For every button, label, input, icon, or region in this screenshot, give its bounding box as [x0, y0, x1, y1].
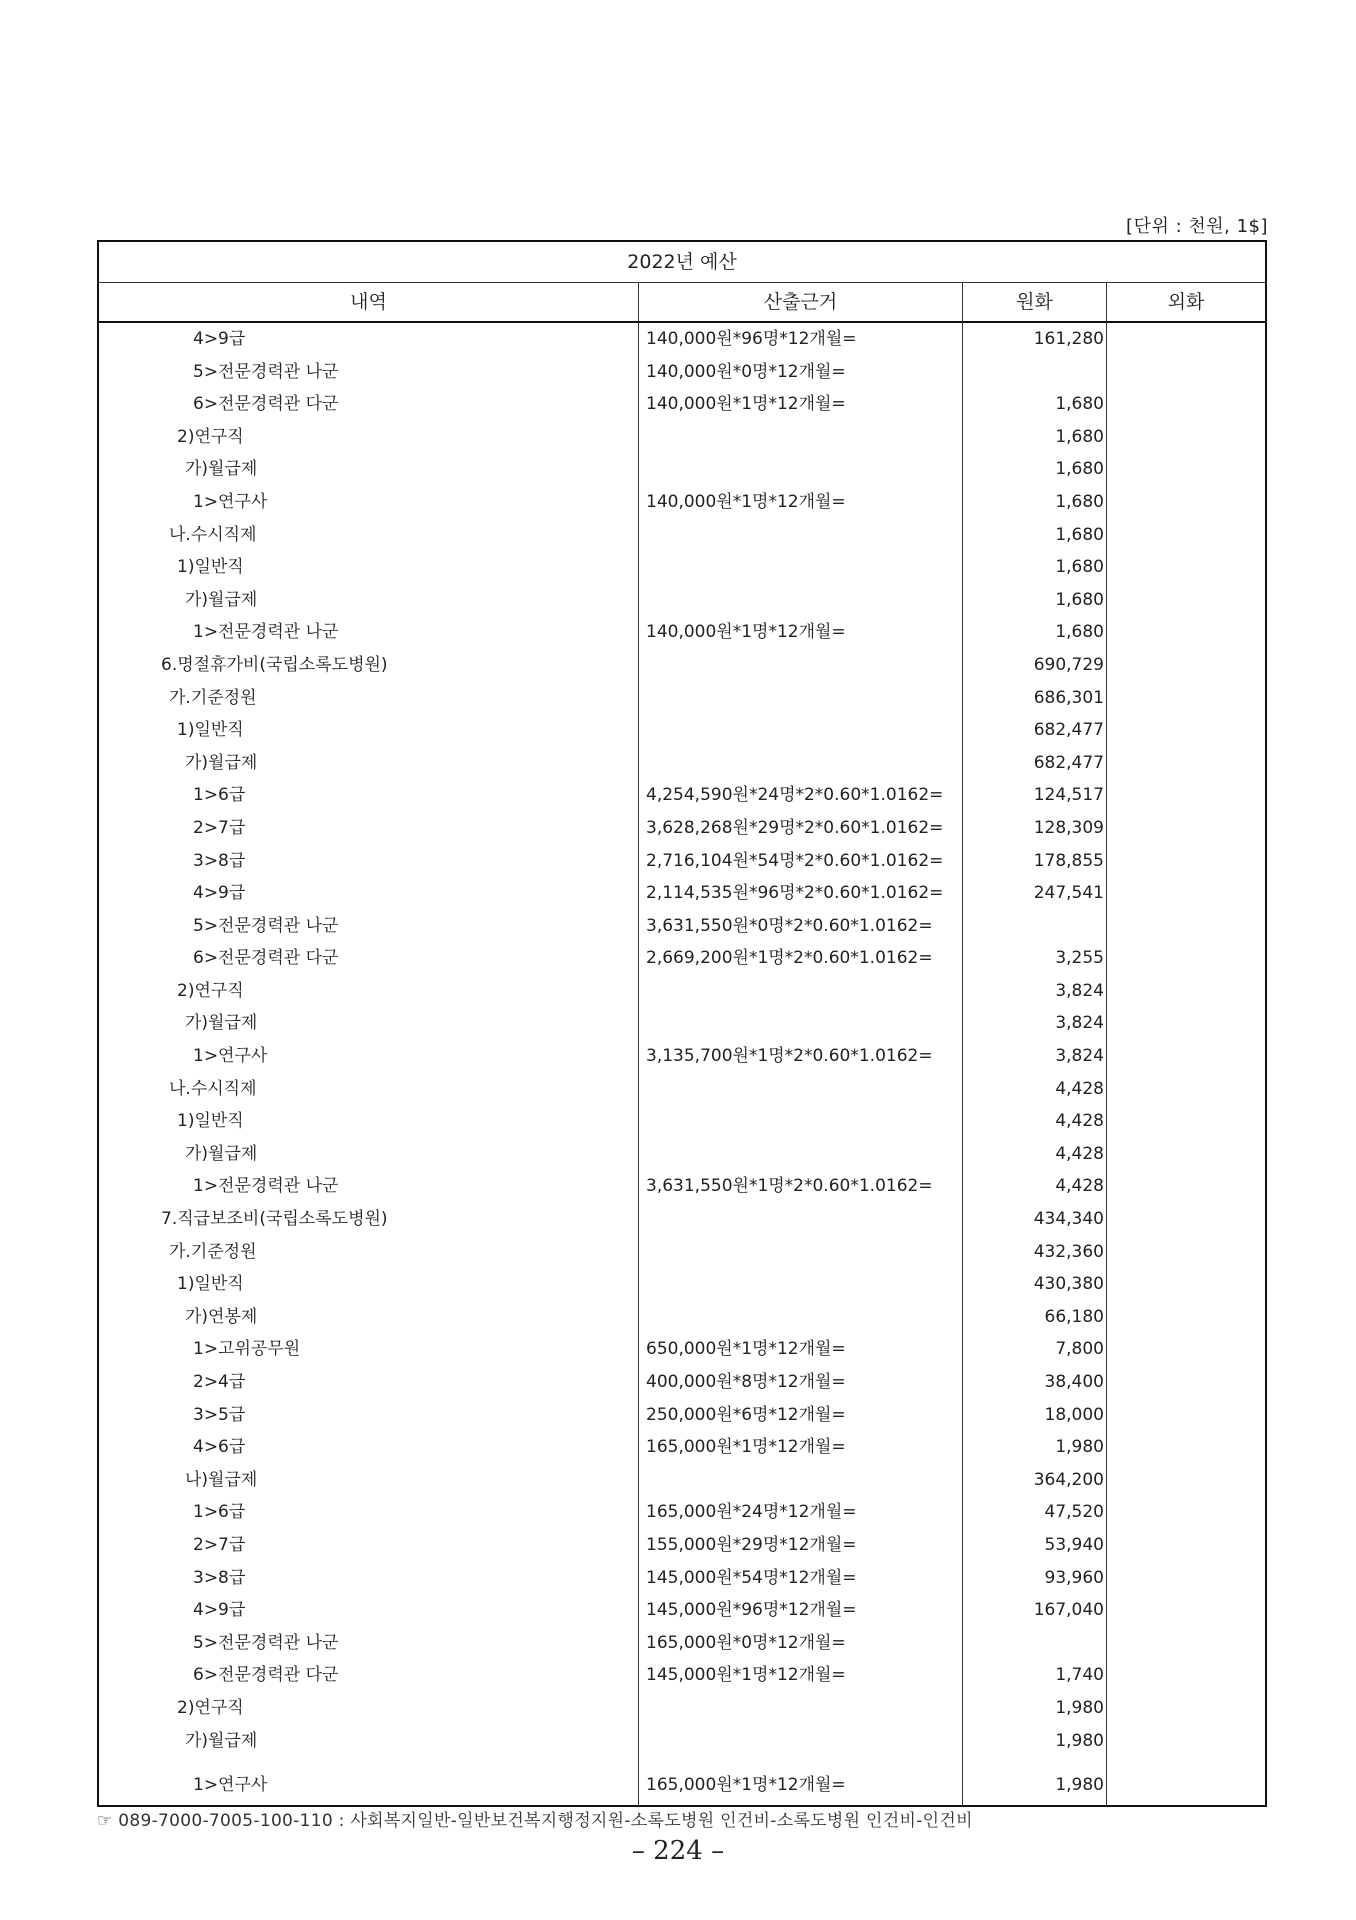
row-foreign: [1107, 812, 1265, 845]
row-basis: 400,000원*8명*12개월=: [639, 1366, 963, 1399]
row-won: 4,428: [963, 1170, 1107, 1203]
row-foreign: [1107, 1105, 1265, 1138]
table-row: [99, 616, 1265, 649]
row-basis: [639, 453, 963, 486]
row-basis: 145,000원*54명*12개월=: [639, 1562, 963, 1595]
table-row: [99, 1725, 1265, 1758]
unit-label: [단위 : 천원, 1$]: [1126, 216, 1268, 237]
row-won: 3,824: [963, 975, 1107, 1008]
row-item: 5>전문경력관 나군: [99, 356, 639, 389]
row-foreign: [1107, 421, 1265, 454]
row-basis: 145,000원*1명*12개월=: [639, 1659, 963, 1692]
row-basis: [639, 1692, 963, 1725]
row-foreign: [1107, 1203, 1265, 1236]
row-item: 5>전문경력관 나군: [99, 910, 639, 943]
table-row: [99, 812, 1265, 845]
budget-table: [97, 240, 1267, 1807]
row-won: 4,428: [963, 1138, 1107, 1171]
row-basis: 155,000원*29명*12개월=: [639, 1529, 963, 1562]
row-item: 3>8급: [99, 1562, 639, 1595]
row-basis: 250,000원*6명*12개월=: [639, 1399, 963, 1432]
row-won: 1,680: [963, 453, 1107, 486]
row-item: 2>7급: [99, 812, 639, 845]
row-won: 3,255: [963, 942, 1107, 975]
row-item: 가)월급제: [99, 747, 639, 780]
row-basis: 140,000원*1명*12개월=: [639, 388, 963, 421]
row-won: 1,980: [963, 1725, 1107, 1758]
table-row: [99, 1529, 1265, 1562]
row-won: 434,340: [963, 1203, 1107, 1236]
table-row: [99, 1627, 1265, 1660]
row-foreign: [1107, 1496, 1265, 1529]
table-row: [99, 1431, 1265, 1464]
row-foreign: [1107, 649, 1265, 682]
row-won: 167,040: [963, 1594, 1107, 1627]
row-foreign: [1107, 1236, 1265, 1269]
row-item: 1)일반직: [99, 1105, 639, 1138]
row-foreign: [1107, 1366, 1265, 1399]
row-basis: 140,000원*96명*12개월=: [639, 323, 963, 356]
row-item: 1>연구사: [99, 486, 639, 519]
header-item: 내역: [99, 283, 639, 321]
row-won: 1,680: [963, 616, 1107, 649]
table-row: [99, 1562, 1265, 1595]
table-row: [99, 1399, 1265, 1432]
row-foreign: [1107, 975, 1265, 1008]
row-basis: [639, 421, 963, 454]
row-won: 128,309: [963, 812, 1107, 845]
table-row: [99, 910, 1265, 943]
table-row: [99, 421, 1265, 454]
row-won: 4,428: [963, 1105, 1107, 1138]
table-header: [99, 283, 1265, 323]
row-basis: 3,135,700원*1명*2*0.60*1.0162=: [639, 1040, 963, 1073]
row-basis: [639, 584, 963, 617]
row-foreign: [1107, 1659, 1265, 1692]
row-basis: [639, 1725, 963, 1758]
row-basis: [639, 1138, 963, 1171]
row-foreign: [1107, 1562, 1265, 1595]
row-won: 364,200: [963, 1464, 1107, 1497]
row-won: 682,477: [963, 714, 1107, 747]
table-row: [99, 1236, 1265, 1269]
table-row: [99, 975, 1265, 1008]
row-basis: [639, 1007, 963, 1040]
table-row: [99, 714, 1265, 747]
row-item: 1>6급: [99, 1496, 639, 1529]
row-item: 나.수시직제: [99, 1073, 639, 1106]
row-foreign: [1107, 584, 1265, 617]
row-item: 2)연구직: [99, 975, 639, 1008]
row-item: 가)월급제: [99, 1007, 639, 1040]
row-basis: [639, 649, 963, 682]
page-number: – 224 –: [631, 1836, 725, 1866]
row-won: 1,680: [963, 584, 1107, 617]
row-item: 2)연구직: [99, 1692, 639, 1725]
row-won: 1,680: [963, 421, 1107, 454]
row-item: 가)월급제: [99, 453, 639, 486]
row-foreign: [1107, 1594, 1265, 1627]
row-item: 가)월급제: [99, 1138, 639, 1171]
row-won: 66,180: [963, 1301, 1107, 1334]
row-won: 686,301: [963, 682, 1107, 715]
row-foreign: [1107, 845, 1265, 878]
footer-note: ☞ 089-7000-7005-100-110 : 사회복지일반-일반보건복지행정지원-소록도병원 인건비-소록도병원 인건비-인건비: [97, 1811, 973, 1831]
row-foreign: [1107, 1431, 1265, 1464]
table-row: [99, 1170, 1265, 1203]
row-foreign: [1107, 388, 1265, 421]
table-row: [99, 584, 1265, 617]
row-foreign: [1107, 356, 1265, 389]
row-foreign: [1107, 1170, 1265, 1203]
row-foreign: [1107, 616, 1265, 649]
row-won: 682,477: [963, 747, 1107, 780]
table-row: [99, 1105, 1265, 1138]
row-item: 1>전문경력관 나군: [99, 1170, 639, 1203]
table-row: [99, 1659, 1265, 1692]
row-won: 93,960: [963, 1562, 1107, 1595]
row-item: 2>4급: [99, 1366, 639, 1399]
row-item: 1>6급: [99, 779, 639, 812]
row-basis: [639, 1073, 963, 1106]
row-basis: 650,000원*1명*12개월=: [639, 1333, 963, 1366]
row-basis: [639, 1203, 963, 1236]
table-row: [99, 486, 1265, 519]
table-row: [99, 1268, 1265, 1301]
row-item: 가)월급제: [99, 1725, 639, 1758]
row-won: [963, 356, 1107, 389]
row-basis: 2,716,104원*54명*2*0.60*1.0162=: [639, 845, 963, 878]
row-basis: [639, 519, 963, 552]
row-item: 1>연구사: [99, 1040, 639, 1073]
table-title: 2022년 예산: [99, 242, 1265, 283]
row-basis: [639, 1268, 963, 1301]
row-item: 3>5급: [99, 1399, 639, 1432]
table-row: [99, 1692, 1265, 1725]
row-basis: [639, 1105, 963, 1138]
row-foreign: [1107, 1464, 1265, 1497]
row-item: 가.기준정원: [99, 682, 639, 715]
row-basis: 165,000원*1명*12개월=: [639, 1431, 963, 1464]
row-item: 가)월급제: [99, 584, 639, 617]
table-row: [99, 1301, 1265, 1334]
row-won: 124,517: [963, 779, 1107, 812]
table-row: [99, 1007, 1265, 1040]
row-won: 1,980: [963, 1431, 1107, 1464]
row-won: 3,824: [963, 1040, 1107, 1073]
row-foreign: [1107, 1268, 1265, 1301]
row-item: 5>전문경력관 나군: [99, 1627, 639, 1660]
row-foreign: [1107, 1301, 1265, 1334]
row-foreign: [1107, 1757, 1265, 1805]
row-item: 6>전문경력관 다군: [99, 388, 639, 421]
row-basis: 140,000원*1명*12개월=: [639, 486, 963, 519]
row-basis: 165,000원*1명*12개월=: [639, 1757, 963, 1805]
row-won: 47,520: [963, 1496, 1107, 1529]
table-row: [99, 1594, 1265, 1627]
table-row: [99, 1333, 1265, 1366]
row-item: 7.직급보조비(국립소록도병원): [99, 1203, 639, 1236]
row-foreign: [1107, 747, 1265, 780]
table-row: [99, 453, 1265, 486]
table-row: [99, 551, 1265, 584]
row-item: 1)일반직: [99, 551, 639, 584]
row-foreign: [1107, 1627, 1265, 1660]
row-item: 4>9급: [99, 1594, 639, 1627]
row-basis: [639, 975, 963, 1008]
row-foreign: [1107, 551, 1265, 584]
table-row: [99, 1366, 1265, 1399]
row-foreign: [1107, 486, 1265, 519]
row-won: 1,680: [963, 388, 1107, 421]
row-won: [963, 1627, 1107, 1660]
row-foreign: [1107, 1040, 1265, 1073]
table-row: [99, 519, 1265, 552]
table-row: [99, 1138, 1265, 1171]
row-basis: 165,000원*0명*12개월=: [639, 1627, 963, 1660]
header-basis: 산출근거: [639, 283, 963, 321]
row-basis: 165,000원*24명*12개월=: [639, 1496, 963, 1529]
table-row: [99, 877, 1265, 910]
row-foreign: [1107, 1333, 1265, 1366]
row-item: 6>전문경력관 다군: [99, 1659, 639, 1692]
row-item: 1)일반직: [99, 1268, 639, 1301]
row-item: 1>연구사: [99, 1757, 639, 1805]
row-item: 3>8급: [99, 845, 639, 878]
row-won: 4,428: [963, 1073, 1107, 1106]
row-won: 178,855: [963, 845, 1107, 878]
row-foreign: [1107, 323, 1265, 356]
table-row: [99, 1464, 1265, 1497]
row-foreign: [1107, 714, 1265, 747]
table-row: [99, 1203, 1265, 1236]
row-won: 430,380: [963, 1268, 1107, 1301]
row-won: 53,940: [963, 1529, 1107, 1562]
row-won: 1,680: [963, 551, 1107, 584]
header-won: 원화: [963, 283, 1107, 321]
row-basis: 140,000원*1명*12개월=: [639, 616, 963, 649]
row-won: [963, 910, 1107, 943]
table-row: [99, 845, 1265, 878]
row-item: 가)연봉제: [99, 1301, 639, 1334]
row-basis: 140,000원*0명*12개월=: [639, 356, 963, 389]
row-foreign: [1107, 519, 1265, 552]
row-won: 1,680: [963, 519, 1107, 552]
row-basis: 2,669,200원*1명*2*0.60*1.0162=: [639, 942, 963, 975]
table-row: [99, 942, 1265, 975]
row-item: 4>9급: [99, 323, 639, 356]
row-basis: 3,628,268원*29명*2*0.60*1.0162=: [639, 812, 963, 845]
row-foreign: [1107, 1725, 1265, 1758]
row-won: 1,980: [963, 1692, 1107, 1725]
row-item: 1)일반직: [99, 714, 639, 747]
row-foreign: [1107, 1007, 1265, 1040]
row-won: 18,000: [963, 1399, 1107, 1432]
row-item: 1>고위공무원: [99, 1333, 639, 1366]
row-won: 3,824: [963, 1007, 1107, 1040]
row-item: 2>7급: [99, 1529, 639, 1562]
table-body: [99, 323, 1265, 1805]
table-row: [99, 388, 1265, 421]
table-row: [99, 1040, 1265, 1073]
row-item: 4>6급: [99, 1431, 639, 1464]
row-won: 161,280: [963, 323, 1107, 356]
row-won: 7,800: [963, 1333, 1107, 1366]
row-foreign: [1107, 1073, 1265, 1106]
row-basis: [639, 1236, 963, 1269]
row-foreign: [1107, 910, 1265, 943]
table-row: [99, 649, 1265, 682]
header-foreign: 외화: [1167, 291, 1205, 313]
row-foreign: [1107, 1399, 1265, 1432]
table-row: [99, 747, 1265, 780]
table-row: [99, 1757, 1265, 1805]
row-foreign: [1107, 1138, 1265, 1171]
row-item: 4>9급: [99, 877, 639, 910]
row-won: 1,980: [963, 1757, 1107, 1805]
table-row: [99, 682, 1265, 715]
table-row: [99, 323, 1265, 356]
row-item: 나)월급제: [99, 1464, 639, 1497]
row-foreign: [1107, 942, 1265, 975]
row-basis: [639, 714, 963, 747]
row-item: 1>전문경력관 나군: [99, 616, 639, 649]
row-basis: [639, 551, 963, 584]
table-row: [99, 1496, 1265, 1529]
row-basis: 3,631,550원*1명*2*0.60*1.0162=: [639, 1170, 963, 1203]
row-basis: 145,000원*96명*12개월=: [639, 1594, 963, 1627]
row-basis: [639, 1464, 963, 1497]
row-basis: 3,631,550원*0명*2*0.60*1.0162=: [639, 910, 963, 943]
row-foreign: [1107, 682, 1265, 715]
row-foreign: [1107, 1692, 1265, 1725]
row-item: 2)연구직: [99, 421, 639, 454]
row-foreign: [1107, 1529, 1265, 1562]
row-won: 432,360: [963, 1236, 1107, 1269]
row-won: 1,740: [963, 1659, 1107, 1692]
table-row: [99, 356, 1265, 389]
row-basis: [639, 747, 963, 780]
row-won: 1,680: [963, 486, 1107, 519]
row-foreign: [1107, 877, 1265, 910]
row-item: 가.기준정원: [99, 1236, 639, 1269]
row-basis: 4,254,590원*24명*2*0.60*1.0162=: [639, 779, 963, 812]
row-item: 6.명절휴가비(국립소록도병원): [99, 649, 639, 682]
row-basis: [639, 682, 963, 715]
row-basis: [639, 1301, 963, 1334]
row-item: 6>전문경력관 다군: [99, 942, 639, 975]
row-won: 38,400: [963, 1366, 1107, 1399]
row-basis: 2,114,535원*96명*2*0.60*1.0162=: [639, 877, 963, 910]
table-row: [99, 1073, 1265, 1106]
table-row: [99, 779, 1265, 812]
row-won: 247,541: [963, 877, 1107, 910]
row-won: 690,729: [963, 649, 1107, 682]
row-item: 나.수시직제: [99, 519, 639, 552]
row-foreign: [1107, 779, 1265, 812]
row-foreign: [1107, 453, 1265, 486]
